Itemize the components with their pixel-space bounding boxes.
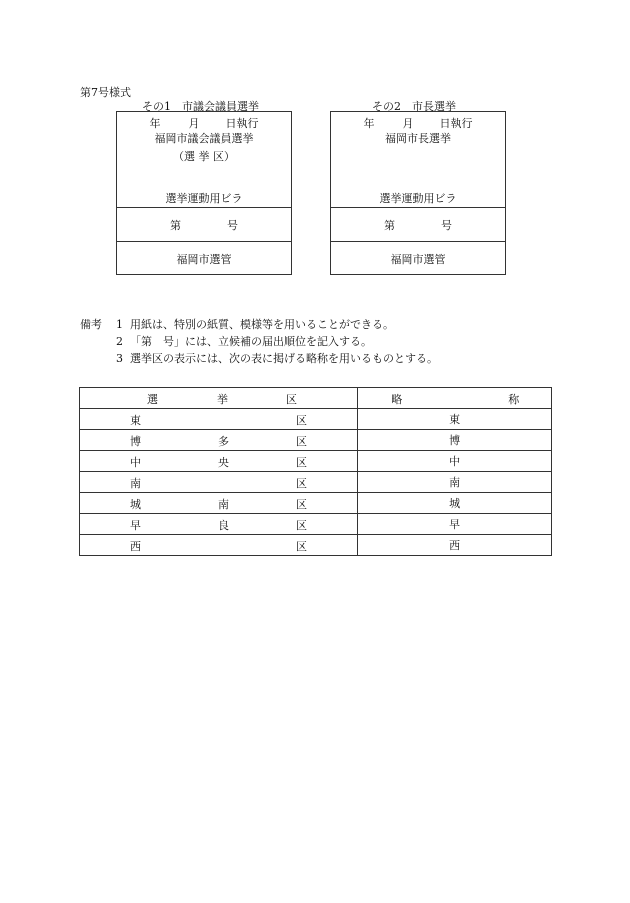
number-prefix: 第 [170,219,181,232]
district-cell: 西 区 [80,535,358,556]
note-text: 用紙は、特別の紙質、模様等を用いることができる。 [130,318,394,331]
note-number: 1 [116,318,123,331]
district-header: 選 挙 区 [80,388,358,409]
abbr-cell: 早 [358,514,552,535]
abbr-cell: 南 [358,472,552,493]
abbr-cell: 城 [358,493,552,514]
district-cell: 南 区 [80,472,358,493]
note-item [80,350,438,367]
number-suffix: 号 [441,219,452,232]
note-number: 2 [116,335,123,348]
sample-1-district: （選 挙 区） [173,150,235,163]
table-row [80,472,552,493]
sample-1-election-name: 福岡市議会議員選挙 [154,132,254,145]
year-label: 年 [149,117,161,130]
sample-1-number-row [117,208,291,242]
district-cell: 早 良 区 [80,514,358,535]
abbr-cell: 西 [358,535,552,556]
month-label: 月 [402,117,414,130]
sample-2-header [331,112,505,208]
district-cell: 中 央 区 [80,451,358,472]
abbreviation-table [79,387,552,556]
sample-1-header [117,112,291,208]
month-label: 月 [188,117,200,130]
sample-2-issuer-row [331,242,505,276]
table-row [80,514,552,535]
notes-heading: 備考 [80,318,102,331]
sample-2-date-line [331,115,505,131]
sample-2-election-name: 福岡市長選挙 [385,132,451,145]
sample-2-number-row [331,208,505,242]
sample-1-flyer-label: 選挙運動用ビラ [165,192,243,205]
table-row [80,409,552,430]
district-cell: 城 南 区 [80,493,358,514]
table-header-row [80,388,552,409]
table-row [80,430,552,451]
year-label: 年 [363,117,375,130]
day-label: 日執行 [439,117,473,130]
number-suffix: 号 [227,219,238,232]
sample-1-issuer: 福岡市選管 [176,253,232,266]
note-item [80,333,438,350]
notes-section [80,316,438,367]
table-row [80,493,552,514]
table-row [80,535,552,556]
sample-1-date-line [117,115,291,131]
abbr-cell: 中 [358,451,552,472]
day-label: 日執行 [225,117,259,130]
form-title: 第7号様式 [80,86,131,99]
abbr-cell: 東 [358,409,552,430]
sample-1-caption: その1 市議会議員選挙 [142,100,259,113]
sample-2-caption: その2 市長選挙 [372,100,456,113]
district-cell: 東 区 [80,409,358,430]
sample-2-box [330,111,506,275]
note-number: 3 [116,352,123,365]
table-row [80,451,552,472]
note-item [80,316,438,333]
sample-1-issuer-row [117,242,291,276]
abbr-cell: 博 [358,430,552,451]
number-prefix: 第 [384,219,395,232]
note-text: 選挙区の表示には、次の表に掲げる略称を用いるものとする。 [130,352,438,365]
district-cell: 博 多 区 [80,430,358,451]
note-text: 「第 号」には、立候補の届出順位を記入する。 [130,335,372,348]
sample-2-issuer: 福岡市選管 [390,253,446,266]
sample-1-box [116,111,292,275]
sample-2-flyer-label: 選挙運動用ビラ [379,192,457,205]
abbr-header: 略 称 [358,388,552,409]
